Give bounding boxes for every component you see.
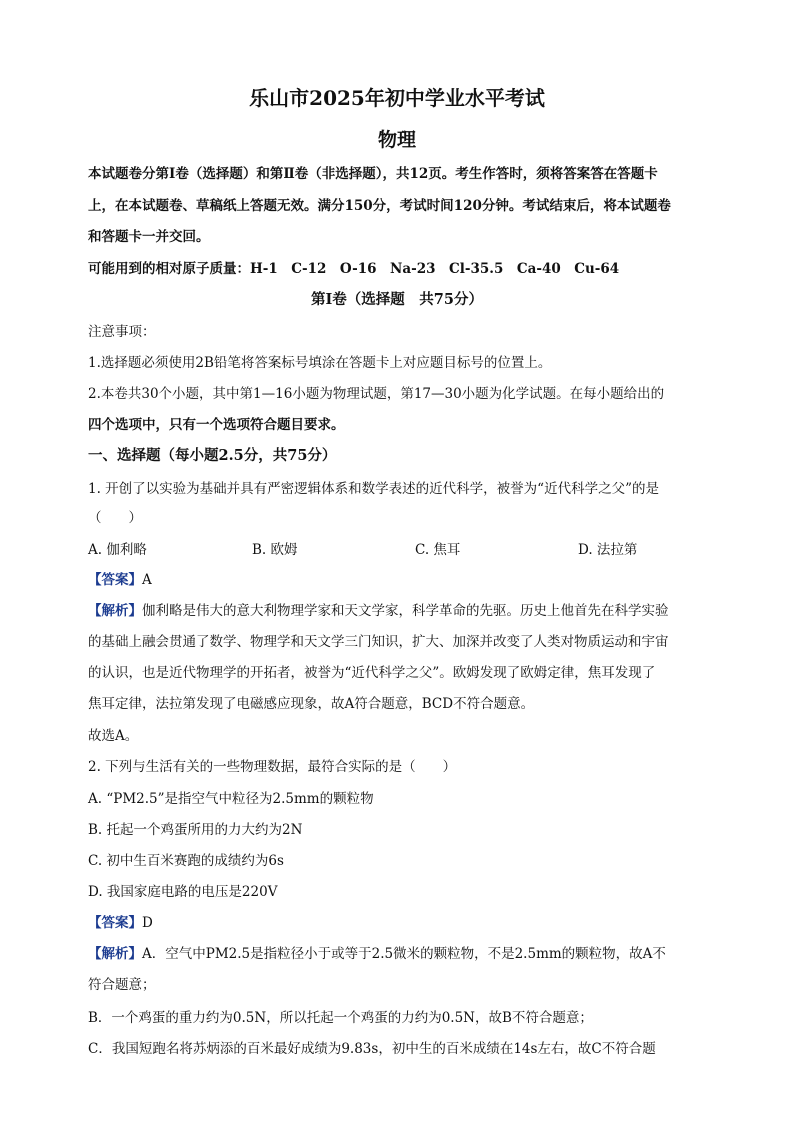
q1-analysis-line-4: 焦耳定律，法拉第发现了电磁感应现象，故A符合题意，BCD不符合题意。 <box>88 696 535 712</box>
q1-option-d: D. 法拉第 <box>578 542 638 558</box>
analysis-tag: 【解析】 <box>88 946 142 962</box>
q2-answer-value: D <box>142 915 153 931</box>
section-heading: 一、选择题（每小题2.5分，共75分） <box>88 447 337 464</box>
q1-stem-line-2: （ ） <box>88 510 142 526</box>
q2-analysis-line-1 <box>88 944 706 964</box>
part1-heading: 第Ⅰ卷（选择题 共75分） <box>311 291 483 308</box>
q1-analysis-line-3: 的认识，也是近代物理学的开拓者，被誉为“近代科学之父”。欧姆发现了欧姆定律，焦耳发现了 <box>88 665 656 681</box>
exam-title: 乐山市2025年初中学业水平考试 <box>249 86 545 110</box>
q1-option-b: B. 欧姆 <box>252 542 298 558</box>
q1-conclusion: 故选A。 <box>88 728 139 744</box>
q2-analysis-line-3: B．一个鸡蛋的重力约为0.5N，所以托起一个鸡蛋的力约为0.5N，故B不符合题意； <box>88 1010 593 1026</box>
answer-tag: 【答案】 <box>88 572 142 588</box>
q2-option-a: A. “PM2.5”是指空气中粒径为2.5mm的颗粒物 <box>88 791 374 807</box>
q1-analysis-text-1: 伽利略是伟大的意大利物理学家和天文学家，科学革命的先驱。历史上他首先在科学实验 <box>142 603 669 619</box>
q1-answer <box>88 570 706 590</box>
intro-line-1: 本试题卷分第Ⅰ卷（选择题）和第Ⅱ卷（非选择题），共12页。考生作答时，须将答案答在答题卡 <box>88 166 658 182</box>
q2-option-d: D. 我国家庭电路的电压是220V <box>88 884 278 900</box>
subject-title: 物理 <box>377 129 416 151</box>
q2-analysis-line-4: C．我国短跑名将苏炳添的百米最好成绩为9.83s，初中生的百米成绩在14s左右，故C不符合题 <box>88 1041 656 1057</box>
intro-line-3: 和答题卡一并交回。 <box>88 229 210 245</box>
q2-option-c: C. 初中生百米赛跑的成绩约为6s <box>88 853 284 869</box>
q1-analysis-line-2: 的基础上融会贯通了数学、物理学和天文学三门知识，扩大、加深并改变了人类对物质运动和宇宙 <box>88 634 669 650</box>
q1-analysis-line-1 <box>88 601 706 621</box>
q2-answer <box>88 913 706 933</box>
notice-item-1: 1.选择题必须使用2B铅笔将答案标号填涂在答题卡上对应题目标号的位置上。 <box>88 355 552 371</box>
q2-analysis-line-2: 符合题意； <box>88 977 156 993</box>
notice-title: 注意事项： <box>88 324 156 340</box>
q2-option-b: B. 托起一个鸡蛋所用的力大约为2N <box>88 822 303 838</box>
notice-item-2-line-2: 四个选项中，只有一个选项符合题目要求。 <box>88 417 345 433</box>
notice-item-2-line-1: 2.本卷共30个小题，其中第1—16小题为物理试题，第17—30小题为化学试题。在每小题给出的 <box>88 386 665 402</box>
q1-stem-line-1: 1. 开创了以实验为基础并具有严密逻辑体系和数学表述的近代科学，被誉为“近代科学之父”的是 <box>88 481 659 497</box>
q1-answer-value: A <box>142 572 152 588</box>
q1-option-a: A. 伽利略 <box>88 542 147 558</box>
q1-option-c: C. 焦耳 <box>415 542 461 558</box>
q2-analysis-text-1: A．空气中PM2.5是指粒径小于或等于2.5微米的颗粒物，不是2.5mm的颗粒物，故A不 <box>142 946 666 962</box>
q2-stem: 2. 下列与生活有关的一些物理数据，最符合实际的是（ ） <box>88 759 457 775</box>
analysis-tag: 【解析】 <box>88 603 142 619</box>
answer-tag: 【答案】 <box>88 915 142 931</box>
atomic-mass-line: 可能用到的相对原子质量：H-1 C-12 O-16 Na-23 Cl-35.5 Ca-40 Cu-64 <box>88 261 620 277</box>
intro-line-2: 上，在本试题卷、草稿纸上答题无效。满分150分，考试时间120分钟。考试结束后，将本试题卷 <box>88 198 671 214</box>
